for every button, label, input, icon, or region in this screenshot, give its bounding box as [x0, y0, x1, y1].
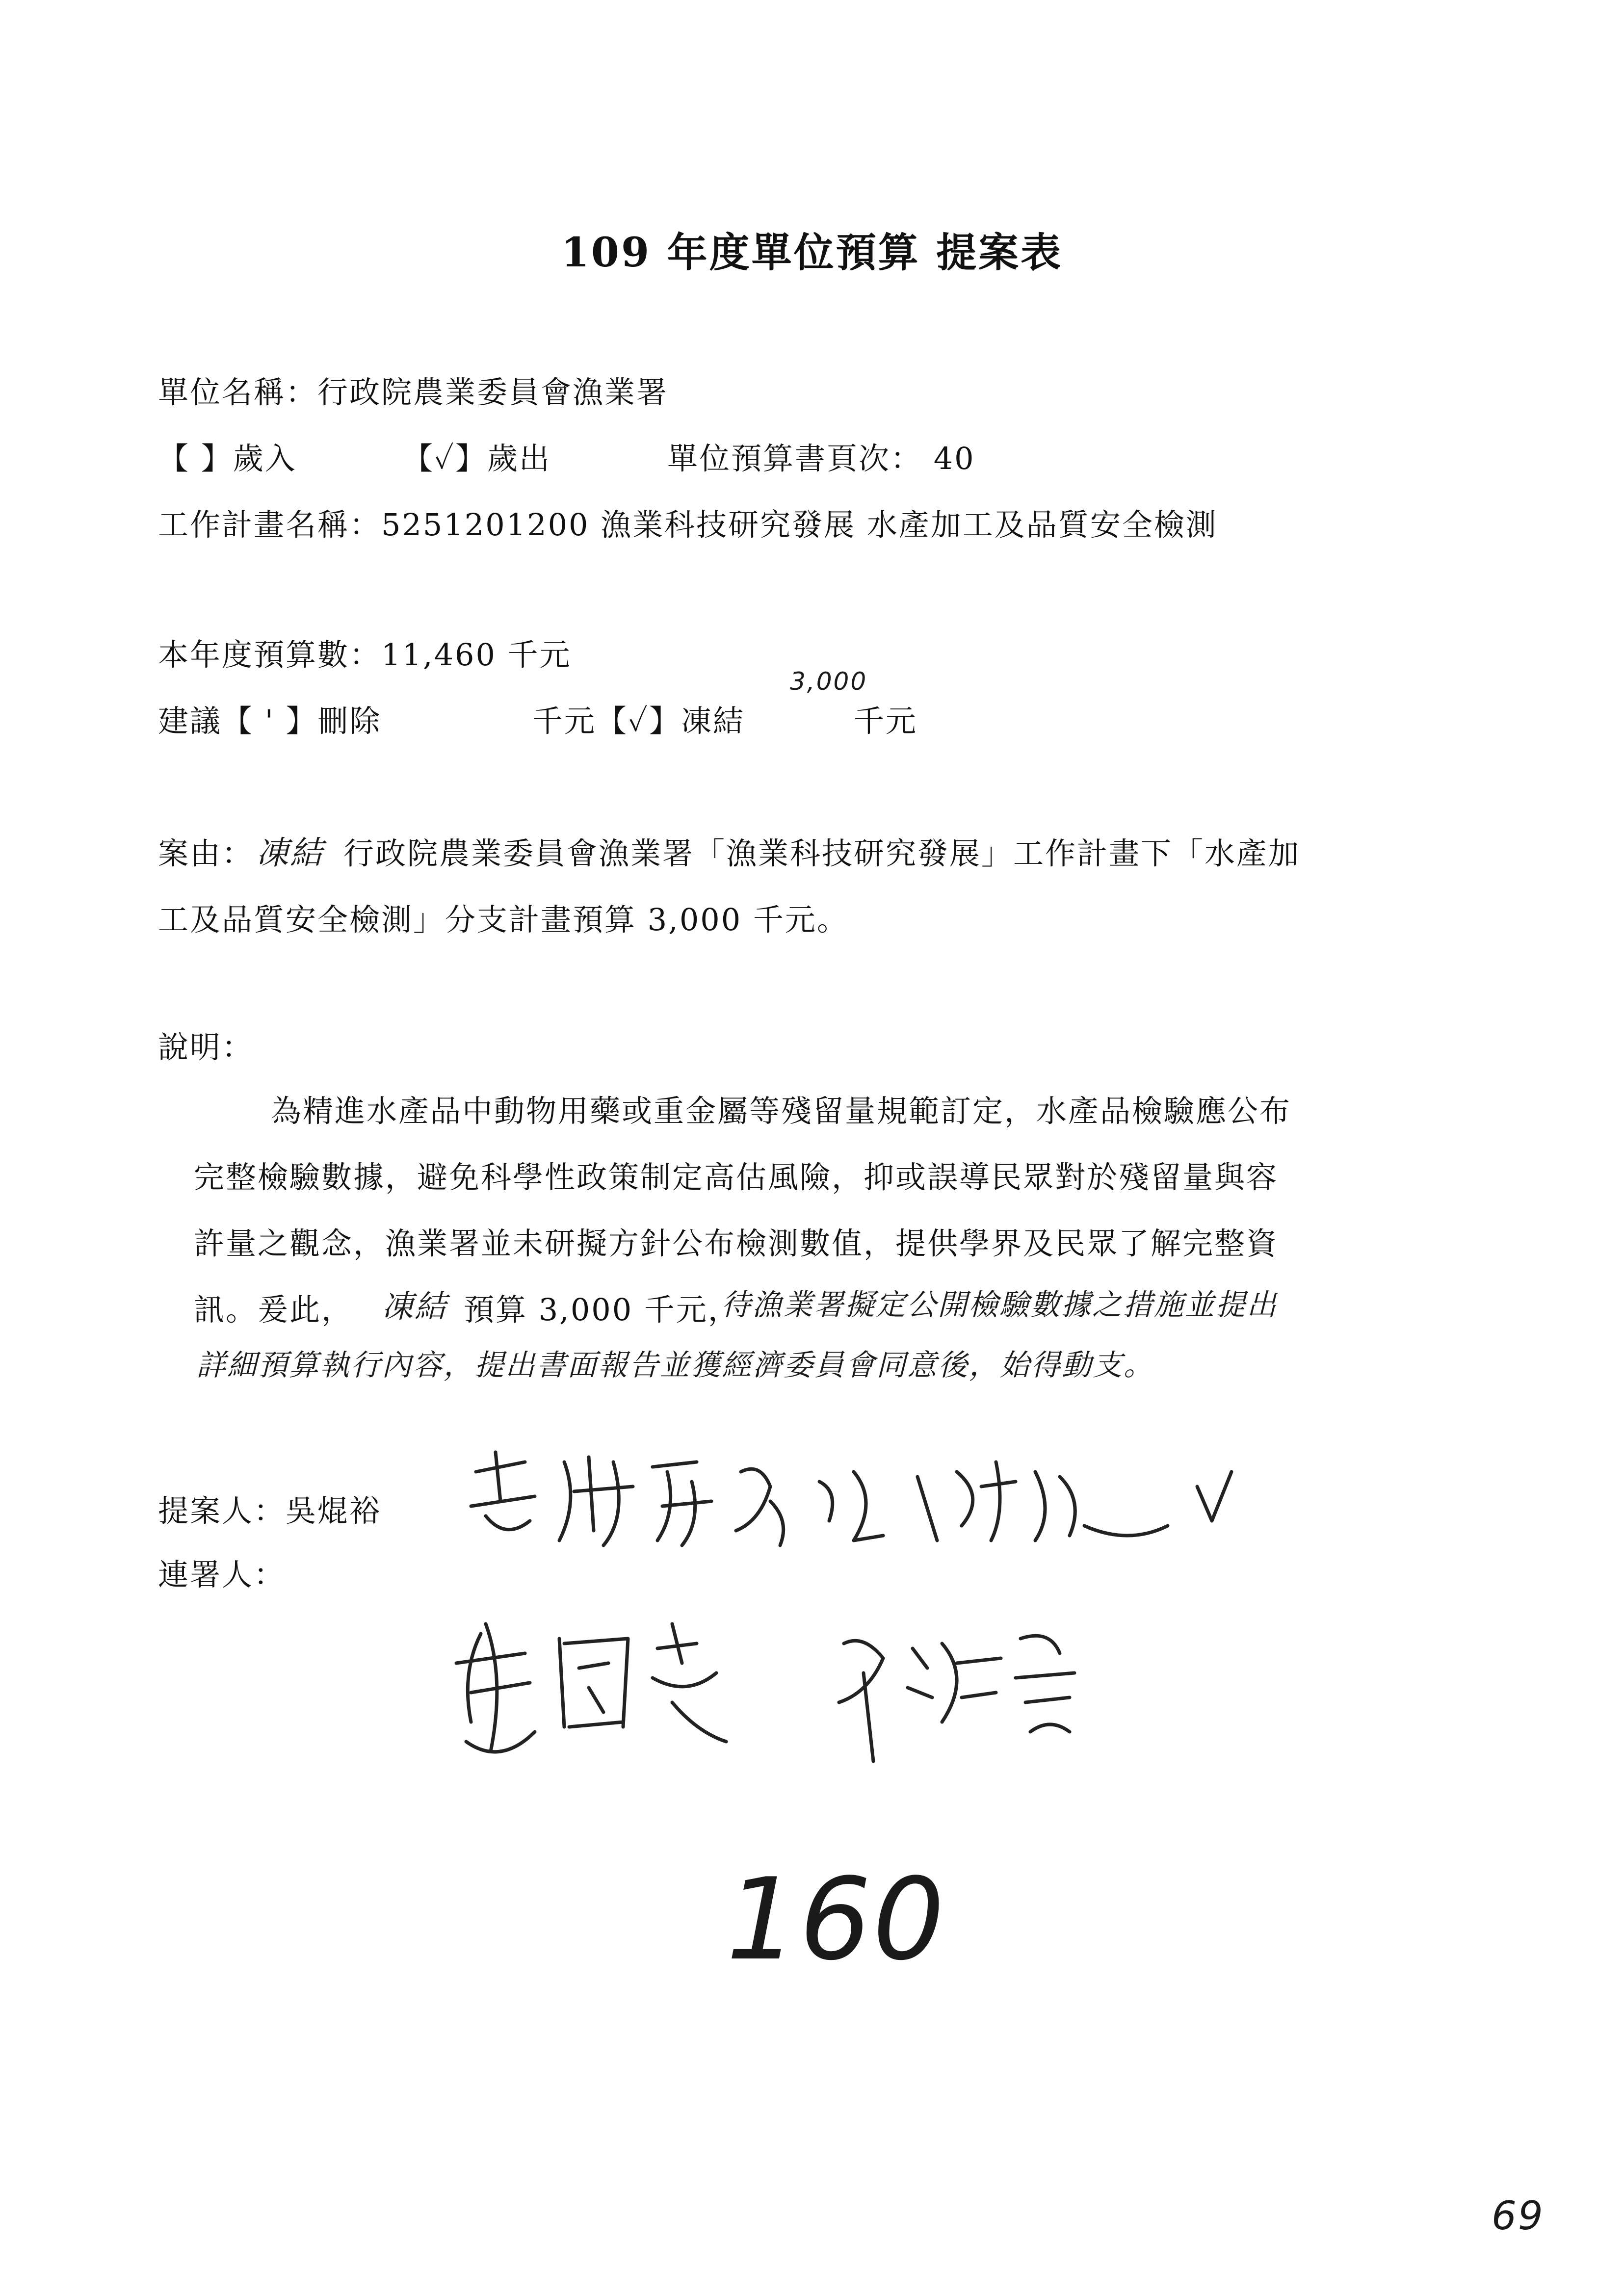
explanation-line-4-handwritten: 待漁業署擬定公開檢驗數據之措施並提出 — [721, 1288, 1278, 1322]
expense-checkbox: 【✓】歲出 — [402, 441, 551, 476]
reason-line-1: 行政院農業委員會漁業署「漁業科技研究發展」工作計畫下「水產加 — [343, 835, 1301, 871]
proposer-line: 提案人：吳焜裕 — [158, 1493, 382, 1529]
freeze-amount-handwritten: 3,000 — [790, 667, 868, 696]
proposer-signature — [466, 1442, 1261, 1560]
budget-page-reference: 單位預算書頁次： 40 — [667, 441, 975, 476]
explanation-line-4-prefix: 訊。爰此， — [194, 1292, 354, 1328]
revenue-checkbox: 【 】歲入 — [158, 441, 297, 476]
work-plan-line: 工作計畫名稱：5251201200 漁業科技研究發展 水產加工及品質安全檢測 — [158, 507, 1218, 543]
unit-name-line: 單位名稱：行政院農業委員會漁業署 — [158, 374, 669, 410]
suggest-unit: 千元 — [854, 703, 918, 739]
explanation-line-3: 許量之觀念，漁業署並未研擬方針公布檢測數值，提供學界及民眾了解完整資 — [194, 1226, 1279, 1261]
reason-handwritten-freeze: 凍結 — [256, 834, 324, 872]
cosigner-label: 連署人： — [158, 1557, 286, 1592]
reason-label: 案由： — [158, 835, 254, 871]
suggest-freeze: 千元【✓】凍結 — [532, 703, 745, 739]
reason-line-2: 工及品質安全檢測」分支計畫預算 3,000 千元。 — [158, 902, 849, 938]
cosigner-signatures — [442, 1604, 1128, 1781]
explanation-line-1: 為精進水產品中動物用藥或重金屬等殘留量規範訂定，水產品檢驗應公布 — [271, 1093, 1292, 1129]
suggest-delete: 建議【 ' 】刪除 — [158, 703, 382, 739]
explanation-label: 說明： — [158, 1029, 254, 1065]
document-title: 109 年度單位預算 提案表 — [561, 229, 1063, 276]
explanation-line-4-handwritten-freeze: 凍結 — [382, 1289, 447, 1325]
annual-budget-line: 本年度預算數：11,460 千元 — [158, 637, 572, 673]
explanation-line-2: 完整檢驗數據，避免科學性政策制定高估風險，抑或誤導民眾對於殘留量與容 — [194, 1159, 1279, 1195]
stamp-number: 160 — [726, 1854, 946, 1985]
explanation-line-5-handwritten: 詳細預算執行內容，提出書面報告並獲經濟委員會同意後，始得動支。 — [196, 1348, 1154, 1383]
page-number: 69 — [1492, 2193, 1545, 2239]
explanation-line-4-middle: 預算 3,000 千元， — [464, 1292, 740, 1328]
